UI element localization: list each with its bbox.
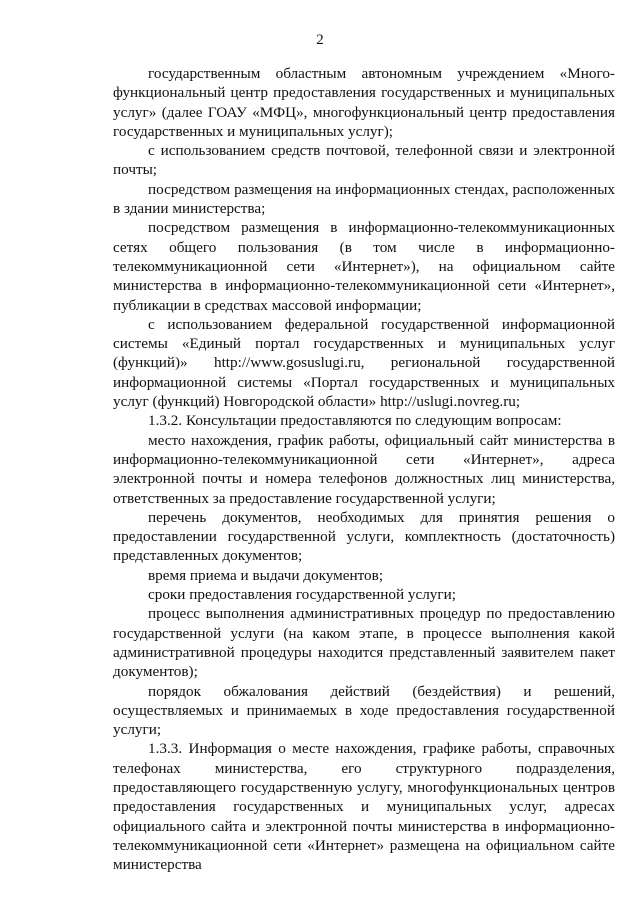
paragraph-service-terms: сроки предоставления государственной услуги; bbox=[148, 586, 456, 604]
page-number: 2 bbox=[316, 32, 324, 48]
paragraph-internet-networks: посредством размещения в информационно-телекоммуникационных сетях общего пользования (в том числе в информационно-телекоммуникационной сети «Интернет»), на официальном сайте министерства в информационно-телекоммуникационной сети «Интернет», публикации в средствах массовой информации; bbox=[113, 219, 615, 314]
paragraph-postal-phone-email: с использованием средств почтовой, телефонной связи и электронной почты; bbox=[113, 142, 615, 179]
document-body bbox=[113, 64, 615, 874]
paragraph-federal-portal: с использованием федеральной государственной информационной системы «Единый портал государственных и муниципальных услуг (функций)» http://www.gosuslugi.ru, региональной государственной информационной системы «Портал государственных и муниципальных услуг (функций) Новгородской области» http://uslugi.novreg.ru; bbox=[113, 315, 615, 411]
paragraph-reception-time: время приема и выдачи документов; bbox=[148, 566, 384, 584]
paragraph-document-list: перечень документов, необходимых для принятия решения о предоставлении государственной услуги, комплектность (достаточность) представленных документов; bbox=[113, 508, 615, 565]
paragraph-appeal-procedure: порядок обжалования действий (бездействия) и решений, осуществляемых и принимаемых в ходе предоставления государственной услуги; bbox=[113, 682, 615, 739]
paragraph-procedure-process: процесс выполнения административных процедур по предоставлению государственной услуги (на каком этапе, в процессе выполнения какой административной процедуры находится представленный заявителем пакет документов); bbox=[113, 605, 615, 681]
paragraph-section-1-3-2: 1.3.2. Консультации предоставляются по следующим вопросам: bbox=[148, 412, 562, 430]
paragraph-info-stands: посредством размещения на информационных стендах, расположенных в здании министерства; bbox=[113, 180, 615, 218]
paragraph-location-schedule: место нахождения, график работы, официальный сайт министерства в информационно-телекоммуникационной сети «Интернет», адреса электронной почты и номера телефонов должностных лиц министерства, ответственных за предоставление государственной услуги; bbox=[113, 431, 615, 507]
paragraph-section-1-3-3: 1.3.3. Информация о месте нахождения, графике работы, справочных телефонах министерства, его структурного подразделения, предоставляющего государственную услугу, многофункциональных центров предоставления государственных и муниципальных услуг, адресах официального сайта и электронной почты министерства в информационно-телекоммуникационной сети «Интернет» размещена на официальном сайте министерства bbox=[113, 740, 615, 874]
paragraph-gaou-mfc: государственным областным автономным учреждением «Много-функциональный центр предоставления государственных и муниципальных услуг» (далее ГОАУ «МФЦ», многофункциональный центр предоставления государственных и муниципальных услуг); bbox=[113, 65, 615, 140]
